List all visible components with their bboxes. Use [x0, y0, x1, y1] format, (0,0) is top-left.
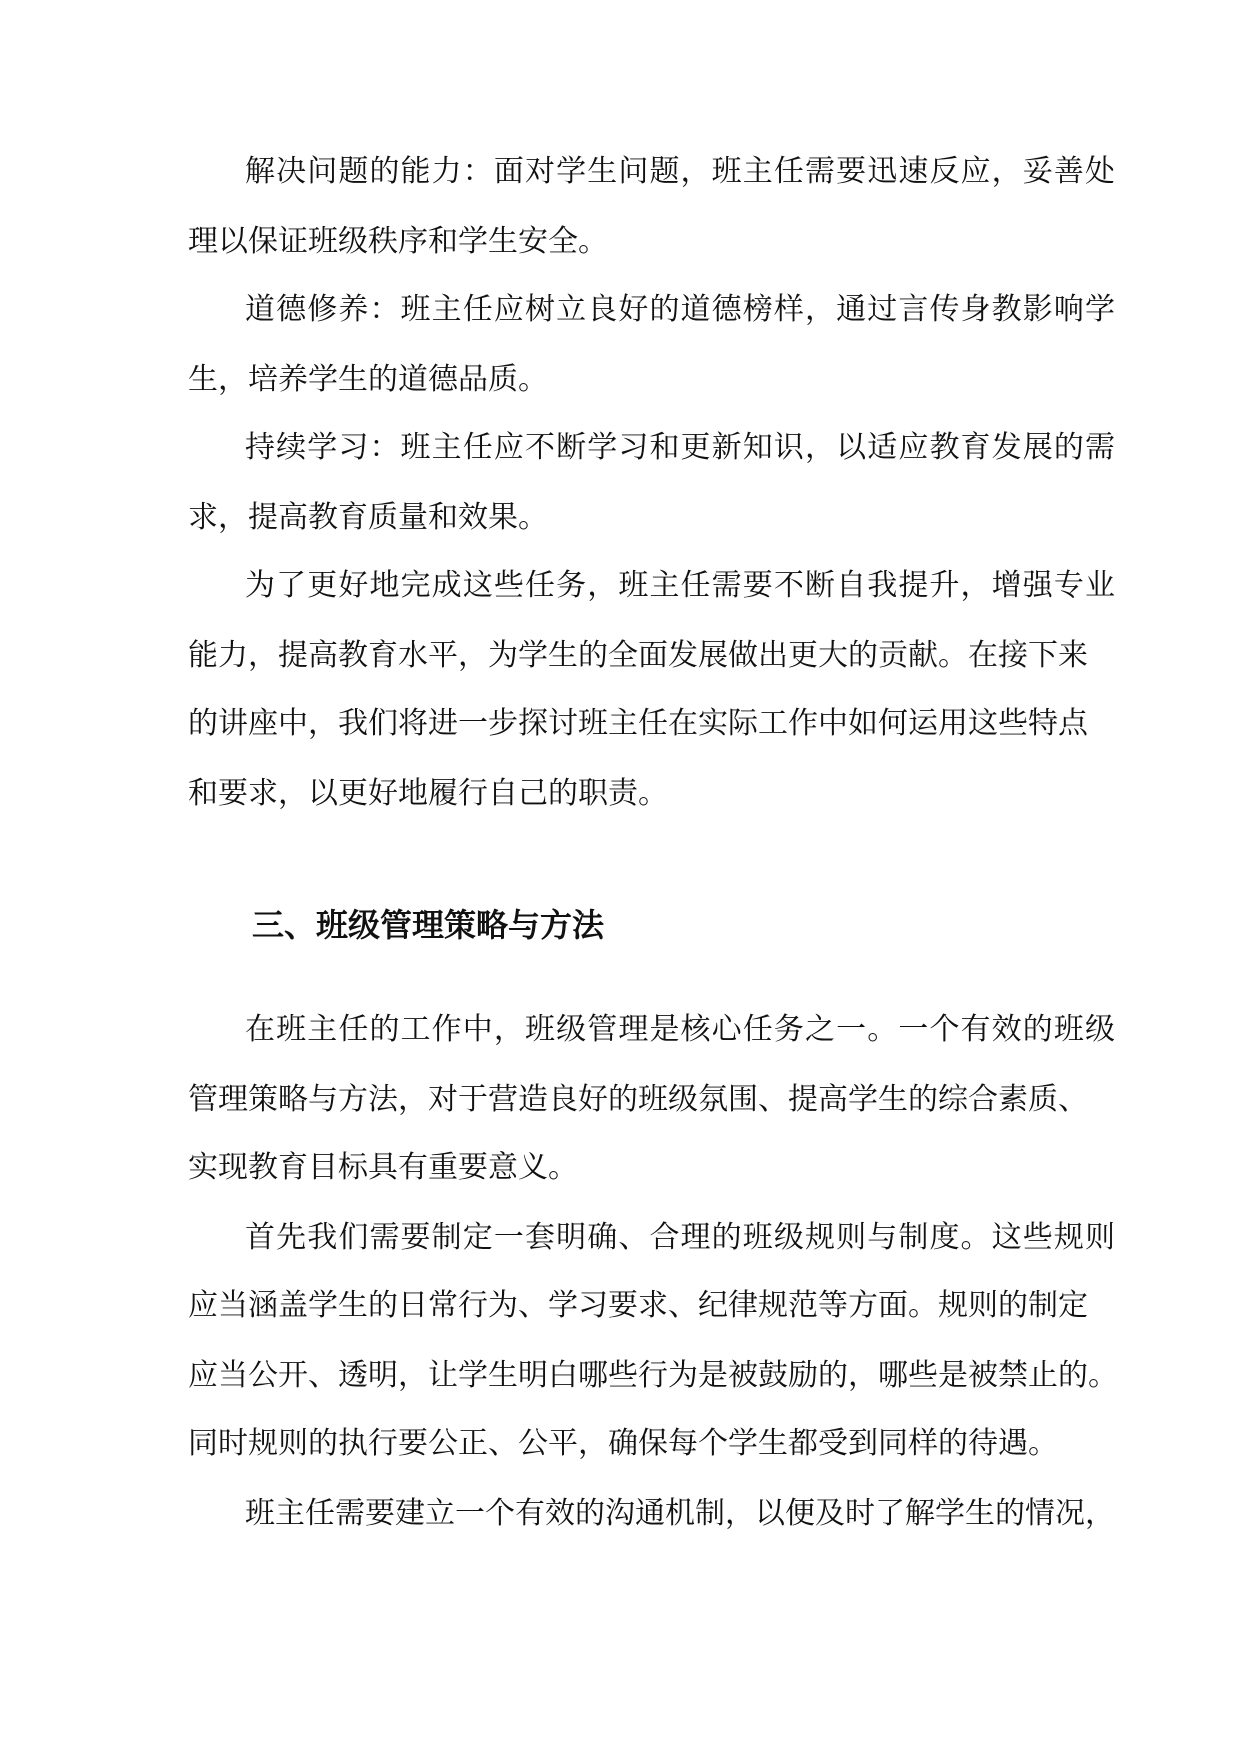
paragraph-continuous-learning-line-2: 求，提高教育质量和效果。 [188, 500, 548, 535]
paragraph-class-management-intro-line-1: 在班主任的工作中，班级管理是核心任务之一。一个有效的班级 [245, 1012, 1115, 1047]
paragraph-problem-solving-line-2: 理以保证班级秩序和学生安全。 [188, 224, 608, 259]
paragraph-summary-line-2: 能力，提高教育水平，为学生的全面发展做出更大的贡献。在接下来 [188, 638, 1088, 673]
paragraph-moral-cultivation-line-2: 生，培养学生的道德品质。 [188, 362, 548, 397]
paragraph-summary-line-3: 的讲座中，我们将进一步探讨班主任在实际工作中如何运用这些特点 [188, 706, 1088, 741]
paragraph-rules-line-4: 同时规则的执行要公正、公平，确保每个学生都受到同样的待遇。 [188, 1426, 1058, 1461]
paragraph-summary-line-1: 为了更好地完成这些任务，班主任需要不断自我提升，增强专业 [245, 568, 1115, 603]
paragraph-rules-line-2: 应当涵盖学生的日常行为、学习要求、纪律规范等方面。规则的制定 [188, 1288, 1088, 1323]
paragraph-moral-cultivation-line-1: 道德修养：班主任应树立良好的道德榜样，通过言传身教影响学 [245, 292, 1115, 327]
paragraph-class-management-intro-line-3: 实现教育目标具有重要意义。 [188, 1150, 578, 1185]
paragraph-class-management-intro-line-2: 管理策略与方法，对于营造良好的班级氛围、提高学生的综合素质、 [188, 1082, 1088, 1117]
paragraph-summary-line-4: 和要求，以更好地履行自己的职责。 [188, 776, 668, 811]
paragraph-rules-line-1: 首先我们需要制定一套明确、合理的班级规则与制度。这些规则 [245, 1220, 1115, 1255]
paragraph-communication-line-1: 班主任需要建立一个有效的沟通机制，以便及时了解学生的情况， [245, 1496, 1115, 1531]
paragraph-rules-line-3: 应当公开、透明，让学生明白哪些行为是被鼓励的，哪些是被禁止的。 [188, 1358, 1118, 1393]
section-heading: 三、班级管理策略与方法 [252, 906, 605, 944]
paragraph-continuous-learning-line-1: 持续学习：班主任应不断学习和更新知识，以适应教育发展的需 [245, 430, 1115, 465]
paragraph-problem-solving-line-1: 解决问题的能力：面对学生问题，班主任需要迅速反应，妥善处 [245, 154, 1115, 189]
